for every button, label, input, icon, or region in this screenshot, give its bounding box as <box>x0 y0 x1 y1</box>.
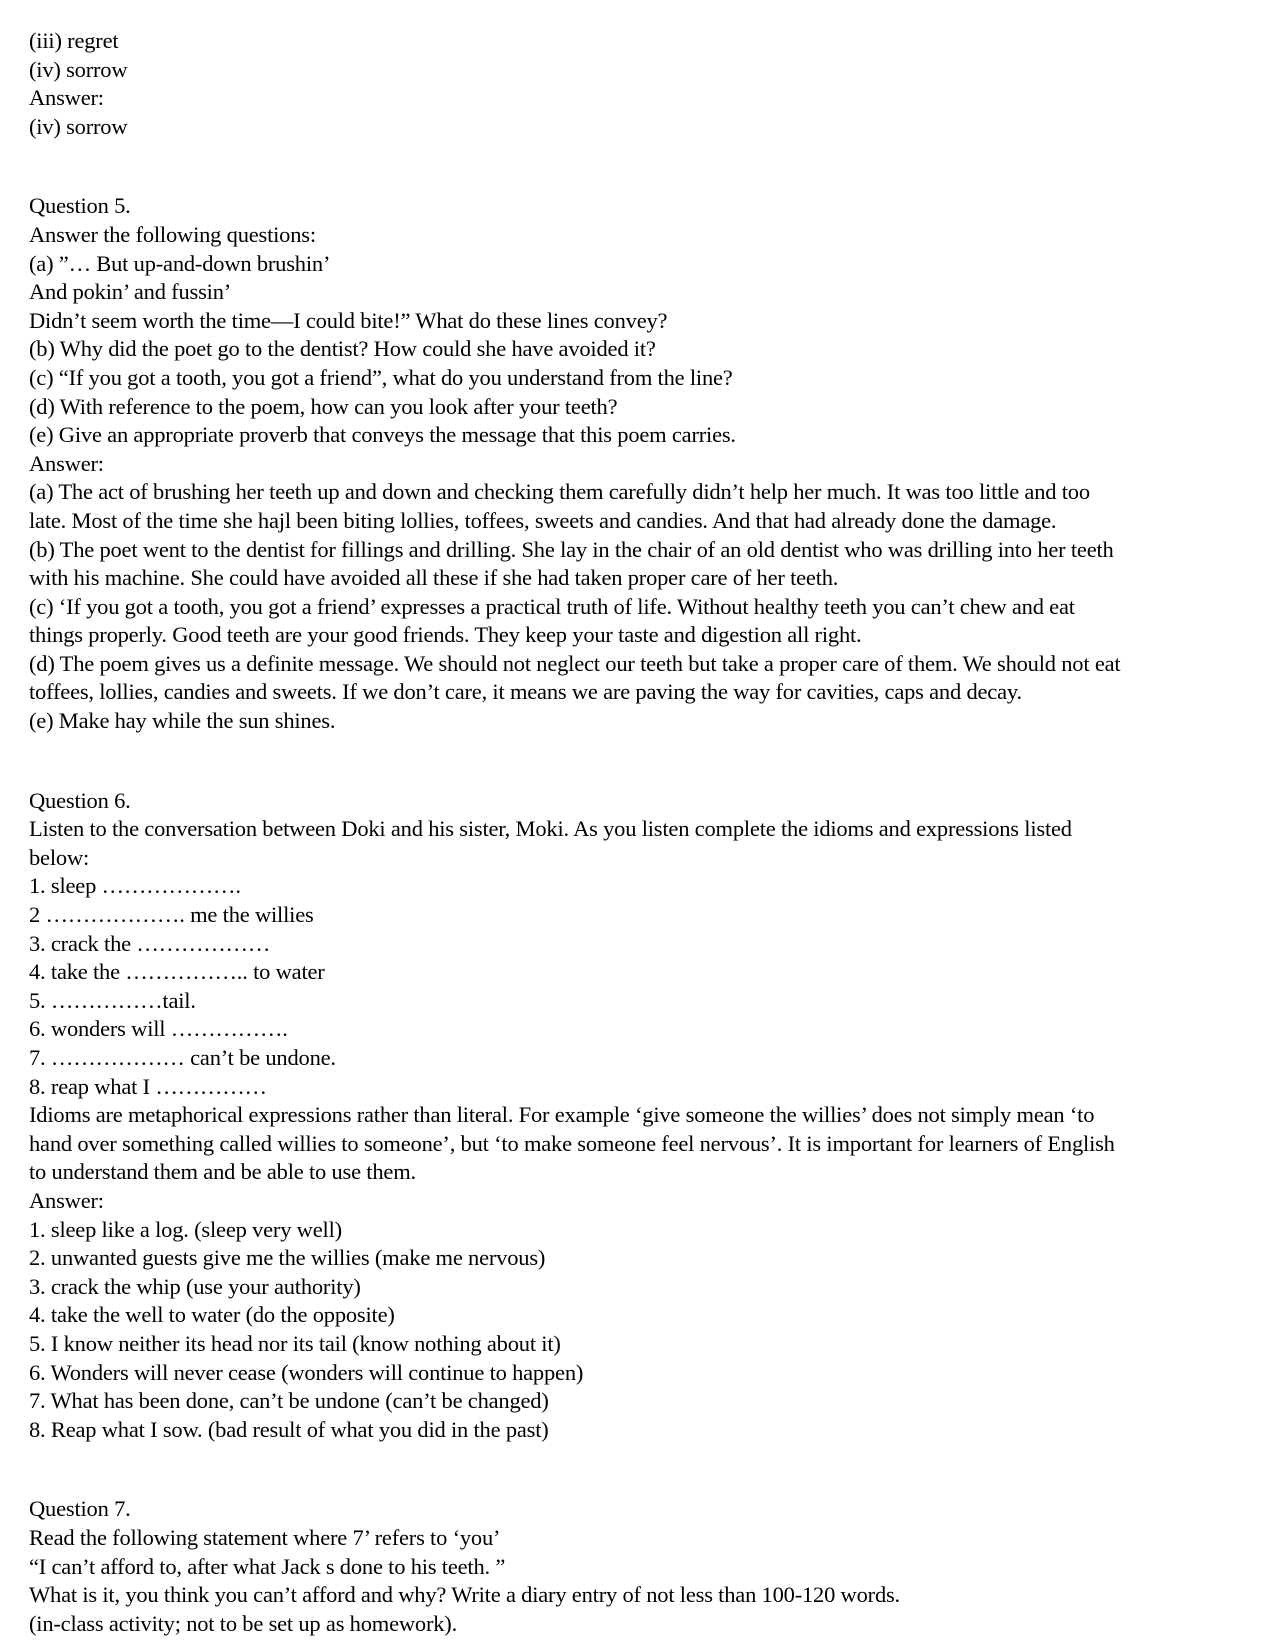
question-line: Didn’t seem worth the time—I could bite!” What do these lines convey? <box>29 307 668 333</box>
blank-item: 7. ……………… can’t be undone. <box>29 1045 336 1070</box>
spacer <box>29 736 1259 787</box>
answer-line: things properly. Good teeth are your good friends. They keep your taste and digestion all right. <box>29 622 862 648</box>
answer-line: 8. Reap what I sow. (bad result of what you did in the past) <box>29 1416 549 1442</box>
blank-item: 6. wonders will ……………. <box>29 1016 288 1042</box>
question-line: What is it, you think you can’t afford and why? Write a diary entry of not less than 100-120 words. <box>29 1582 900 1608</box>
answer-text: (iv) sorrow <box>29 113 128 139</box>
answer-line: 5. I know neither its head nor its tail (know nothing about it) <box>29 1330 561 1356</box>
question-title: Question 7. <box>29 1496 131 1522</box>
question-line: (e) Give an appropriate proverb that conveys the message that this poem carries. <box>29 422 736 448</box>
question-line: Read the following statement where 7’ refers to ‘you’ <box>29 1524 501 1550</box>
question-5 <box>29 192 1259 735</box>
question-line: (in-class activity; not to be set up as homework). <box>29 1610 458 1636</box>
answer-label: Answer: <box>29 1187 104 1213</box>
answer-line: (d) The poem gives us a definite message. We should not neglect our teeth but take a proper care of them. We should not eat <box>29 650 1121 676</box>
question-prompt: Answer the following questions: <box>29 221 316 247</box>
blank-item: 5. ……………tail. <box>29 987 196 1013</box>
question-title: Question 5. <box>29 193 131 219</box>
answer-line: 7. What has been done, can’t be undone (can’t be changed) <box>29 1388 549 1414</box>
option-iii: (iii) regret <box>29 28 119 53</box>
document-page <box>29 27 1259 1638</box>
question-6 <box>29 787 1259 1445</box>
answer-line: (e) Make hay while the sun shines. <box>29 708 336 734</box>
spacer <box>29 1444 1259 1495</box>
question-line: “I can’t afford to, after what Jack s done to his teeth. ” <box>29 1553 506 1579</box>
answer-line: 2. unwanted guests give me the willies (make me nervous) <box>29 1245 546 1271</box>
question-line: (b) Why did the poet go to the dentist? How could she have avoided it? <box>29 336 656 362</box>
answer-line: late. Most of the time she hajl been biting lollies, toffees, sweets and candies. And that had already done the damage. <box>29 507 1057 533</box>
question-prompt: Listen to the conversation between Doki and his sister, Moki. As you listen complete the idioms and expressions listed <box>29 816 1072 842</box>
blank-item: 2 ………………. me the willies <box>29 902 314 928</box>
question-line: (d) With reference to the poem, how can you look after your teeth? <box>29 393 618 419</box>
answer-line: with his machine. She could have avoided all these if she had taken proper care of her teeth. <box>29 565 839 591</box>
question-7 <box>29 1495 1259 1638</box>
question-line: And pokin’ and fussin’ <box>29 279 232 305</box>
spacer <box>29 141 1259 192</box>
answer-line: (c) ‘If you got a tooth, you got a friend’ expresses a practical truth of life. Without healthy teeth you can’t chew and eat <box>29 593 1075 619</box>
answer-line: (a) The act of brushing her teeth up and down and checking them carefully didn’t help her much. It was too little and too <box>29 479 1090 505</box>
answer-line: toffees, lollies, candies and sweets. If we don’t care, it means we are paving the way for cavities, caps and decay. <box>29 679 1022 705</box>
answer-line: (b) The poet went to the dentist for fillings and drilling. She lay in the chair of an old dentist who was drilling into her teeth <box>29 536 1114 562</box>
answer-line: 1. sleep like a log. (sleep very well) <box>29 1216 342 1242</box>
answer-line: 3. crack the whip (use your authority) <box>29 1273 361 1299</box>
question-prompt: below: <box>29 844 90 870</box>
answer-label: Answer: <box>29 450 104 476</box>
answer-line: 4. take the well to water (do the opposite) <box>29 1302 395 1328</box>
question-line: (c) “If you got a tooth, you got a friend”, what do you understand from the line? <box>29 364 733 390</box>
question-line: (a) ”… But up-and-down brushin’ <box>29 250 331 276</box>
note-line: to understand them and be able to use them. <box>29 1159 416 1185</box>
option-iv: (iv) sorrow <box>29 56 128 82</box>
note-line: hand over something called willies to someone’, but ‘to make someone feel nervous’. It is important for learners of English <box>29 1130 1115 1156</box>
answer-line: 6. Wonders will never cease (wonders will continue to happen) <box>29 1359 584 1385</box>
question-title: Question 6. <box>29 787 131 813</box>
blank-item: 8. reap what I …………… <box>29 1073 267 1099</box>
note-line: Idioms are metaphorical expressions rather than literal. For example ‘give someone the willies’ does not simply mean ‘to <box>29 1102 1095 1128</box>
blank-item: 4. take the …………….. to water <box>29 959 325 985</box>
question-4-tail <box>29 27 1259 141</box>
answer-label: Answer: <box>29 85 104 111</box>
blank-item: 1. sleep ………………. <box>29 873 241 899</box>
blank-item: 3. crack the ……………… <box>29 930 271 956</box>
